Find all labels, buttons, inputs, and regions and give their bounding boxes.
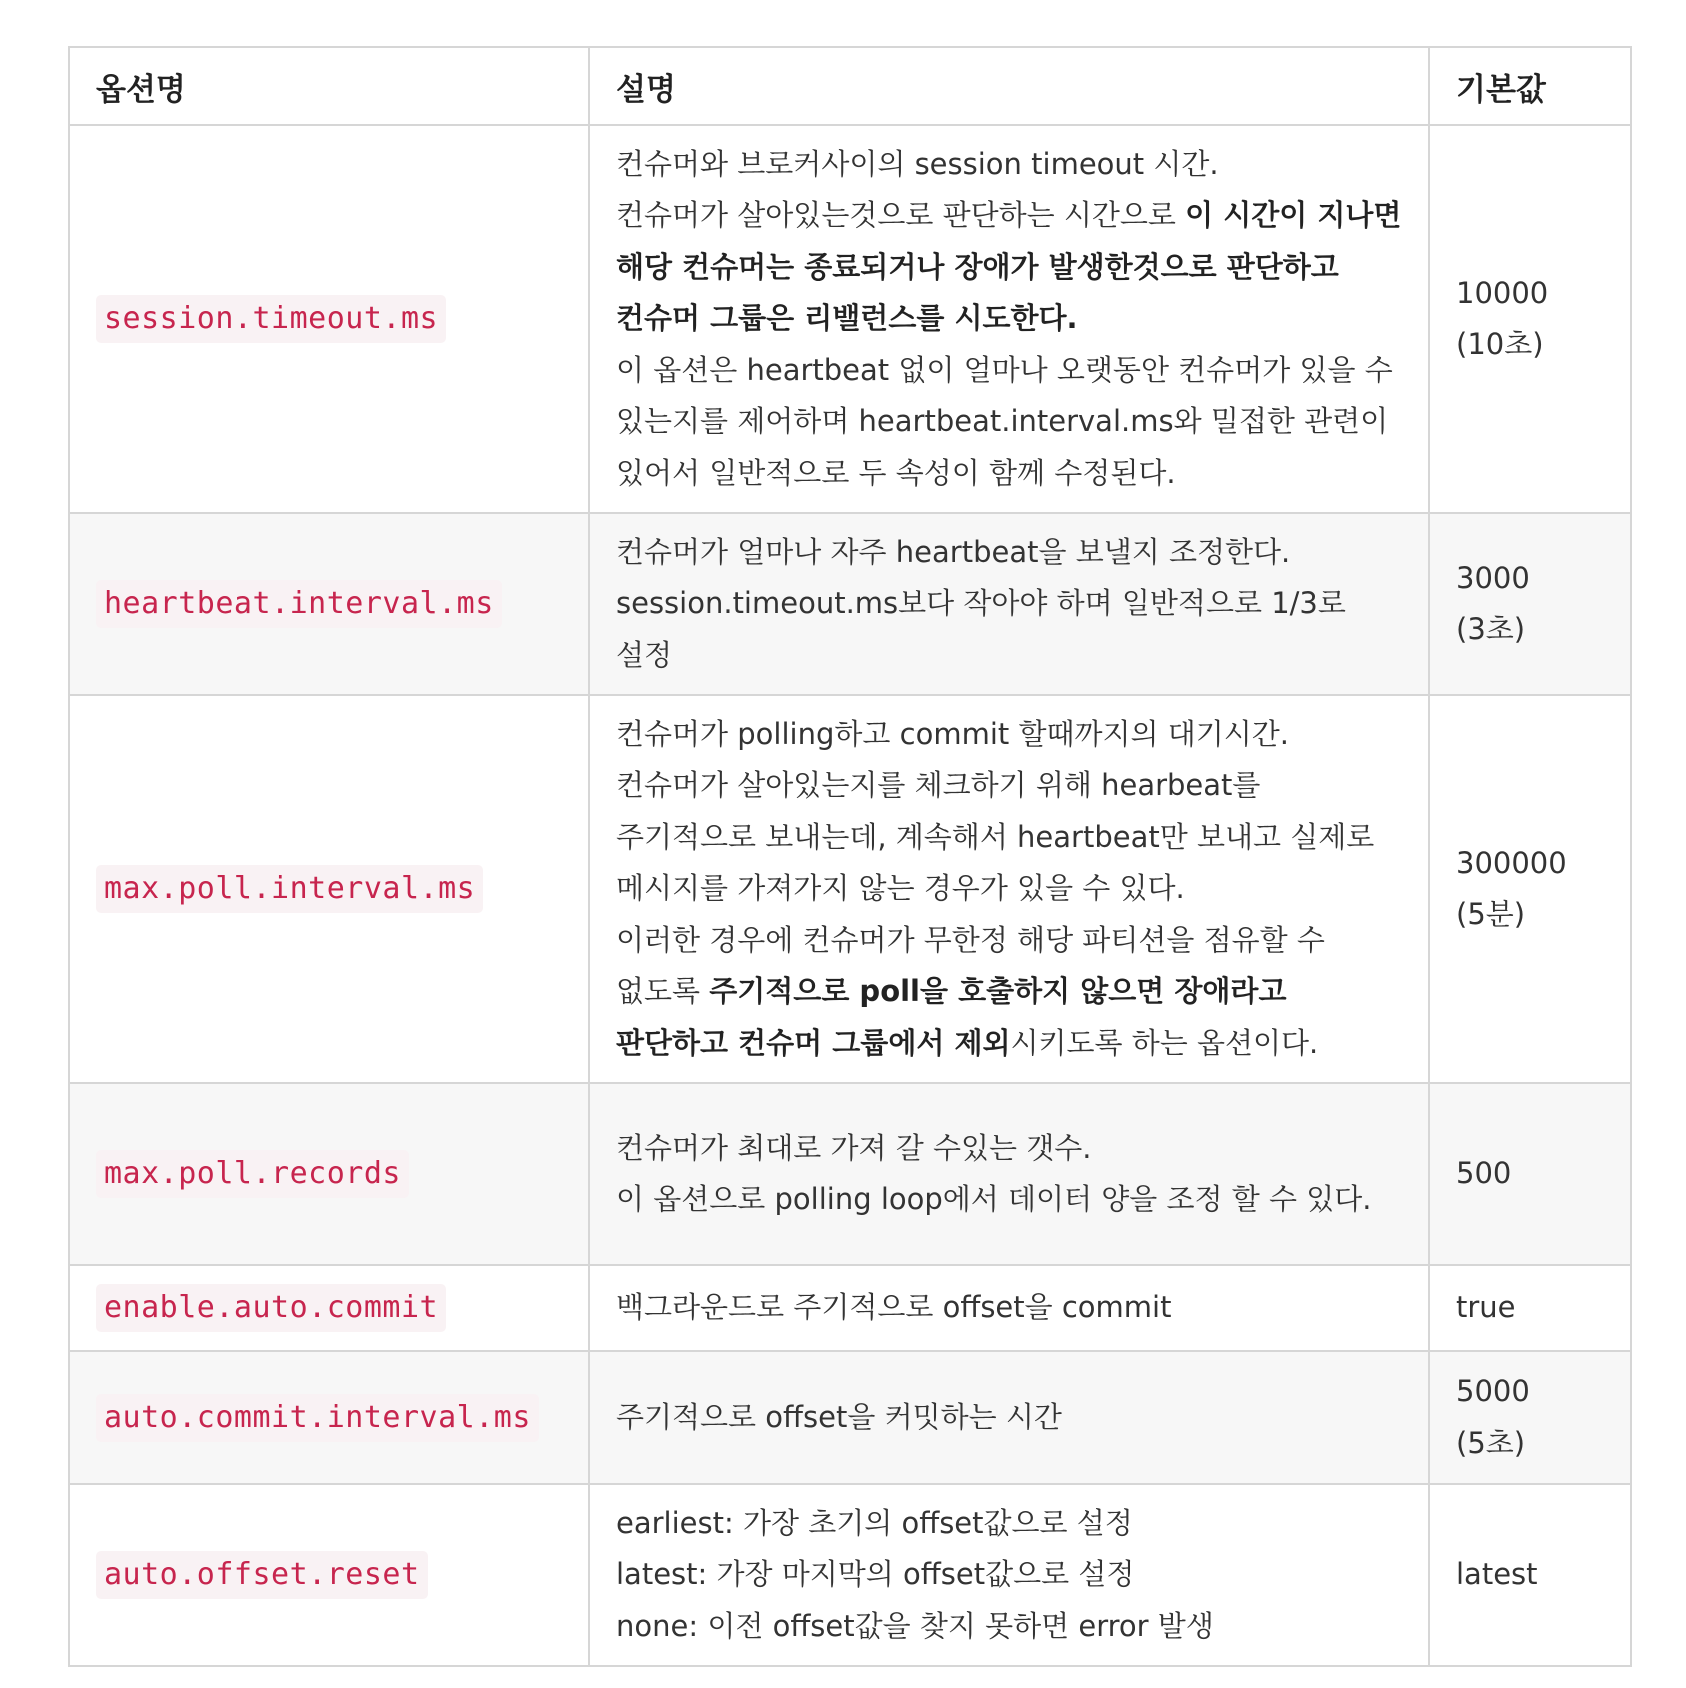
table-row [69,1484,1631,1666]
option-cell [69,695,589,1083]
description-cell [589,513,1429,695]
description-text: 시키도록 하는 옵션이다. [1010,1025,1319,1060]
table-row [69,125,1631,513]
default-value-cell: latest [1429,1484,1631,1666]
option-cell [69,125,589,513]
header-option-name: 옵션명 [69,47,589,125]
description-cell [589,125,1429,513]
option-name-code: auto.commit.interval.ms [96,1394,539,1442]
description-line: 이 옵션으로 polling loop에서 데이터 양을 조정 할 수 있다. [616,1182,1372,1216]
option-cell [69,1265,589,1351]
kafka-consumer-options-table-container [68,46,1630,1667]
description-line: none: 이전 offset값을 찾지 못하면 error 발생 [616,1608,1214,1643]
option-name-code: enable.auto.commit [96,1284,446,1332]
description-line: 주기적으로 offset을 커밋하는 시간 [616,1399,1062,1434]
description-cell [589,1351,1429,1484]
option-cell [69,513,589,695]
table-row [69,1265,1631,1351]
header-description: 설명 [589,47,1429,125]
description-bold-text: 이 시간이 지나면 해당 컨슈머는 종료되거나 장애가 발생한것으로 판단하고 컨슈머 그룹은 리밸런스를 시도한다. [616,198,1402,336]
option-name-code: heartbeat.interval.ms [96,580,502,628]
option-cell [69,1083,589,1265]
header-row [69,47,1631,125]
table-row [69,1083,1631,1265]
option-name-code: session.timeout.ms [96,295,446,343]
header-default-value: 기본값 [1429,47,1631,125]
default-value-cell: 500 [1429,1083,1631,1265]
description-cell [589,1083,1429,1265]
description-line: 백그라운드로 주기적으로 offset을 commit [616,1290,1172,1325]
option-name-code: max.poll.interval.ms [96,865,483,913]
description-line [616,915,1402,1070]
default-value-cell: 5000 (5초) [1429,1351,1631,1484]
default-value-cell: 3000 (3초) [1429,513,1631,695]
description-text: 컨슈머가 살아있는것으로 판단하는 시간으로 [616,198,1186,233]
description-line: earliest: 가장 초기의 offset값으로 설정 [616,1505,1133,1540]
option-name-code: auto.offset.reset [96,1551,428,1599]
description-cell [589,695,1429,1083]
option-name-code: max.poll.records [96,1150,409,1198]
default-value-cell: 300000 (5분) [1429,695,1631,1083]
option-cell [69,1351,589,1484]
option-cell [69,1484,589,1666]
description-line: session.timeout.ms보다 작아야 하며 일반적으로 1/3로 설정 [616,586,1346,672]
description-line: 컨슈머가 최대로 가져 갈 수있는 갯수. [616,1130,1092,1165]
description-cell [589,1484,1429,1666]
description-bold-text: 주기적으로 poll을 호출하지 않으면 장애라고 판단하고 컨슈머 그룹에서 제외 [616,974,1287,1060]
table-row [69,513,1631,695]
description-line: 컨슈머가 얼마나 자주 heartbeat을 보낼지 조정한다. [616,534,1291,569]
description-line: 이 옵션은 heartbeat 없이 얼마나 오랫동안 컨슈머가 있을 수 있는지를 제어하며 heartbeat.interval.ms와 밀접한 관련이 있어서 일반적으로 두 속성이 함께 수정된다. [616,352,1393,490]
table-row [69,1351,1631,1484]
default-value-cell: 10000 (10초) [1429,125,1631,513]
description-line: latest: 가장 마지막의 offset값으로 설정 [616,1557,1135,1592]
kafka-consumer-options-table [68,46,1632,1667]
table-row [69,695,1631,1083]
description-line: 컨슈머가 polling하고 commit 할때까지의 대기시간. 컨슈머가 살아있는지를 체크하기 위해 hearbeat를 주기적으로 보내는데, 계속해서 heartbeat만 보내고 실제로 메시지를 가져가지 않는 경우가 있을 수 있다. [616,716,1375,906]
description-line: 컨슈머와 브로커사이의 session timeout 시간. [616,146,1219,181]
default-value-cell: true [1429,1265,1631,1351]
description-cell [589,1265,1429,1351]
description-text: 이러한 경우에 컨슈머가 무한정 해당 파티션을 점유할 수 없도록 [616,922,1325,1009]
description-line [616,190,1402,345]
